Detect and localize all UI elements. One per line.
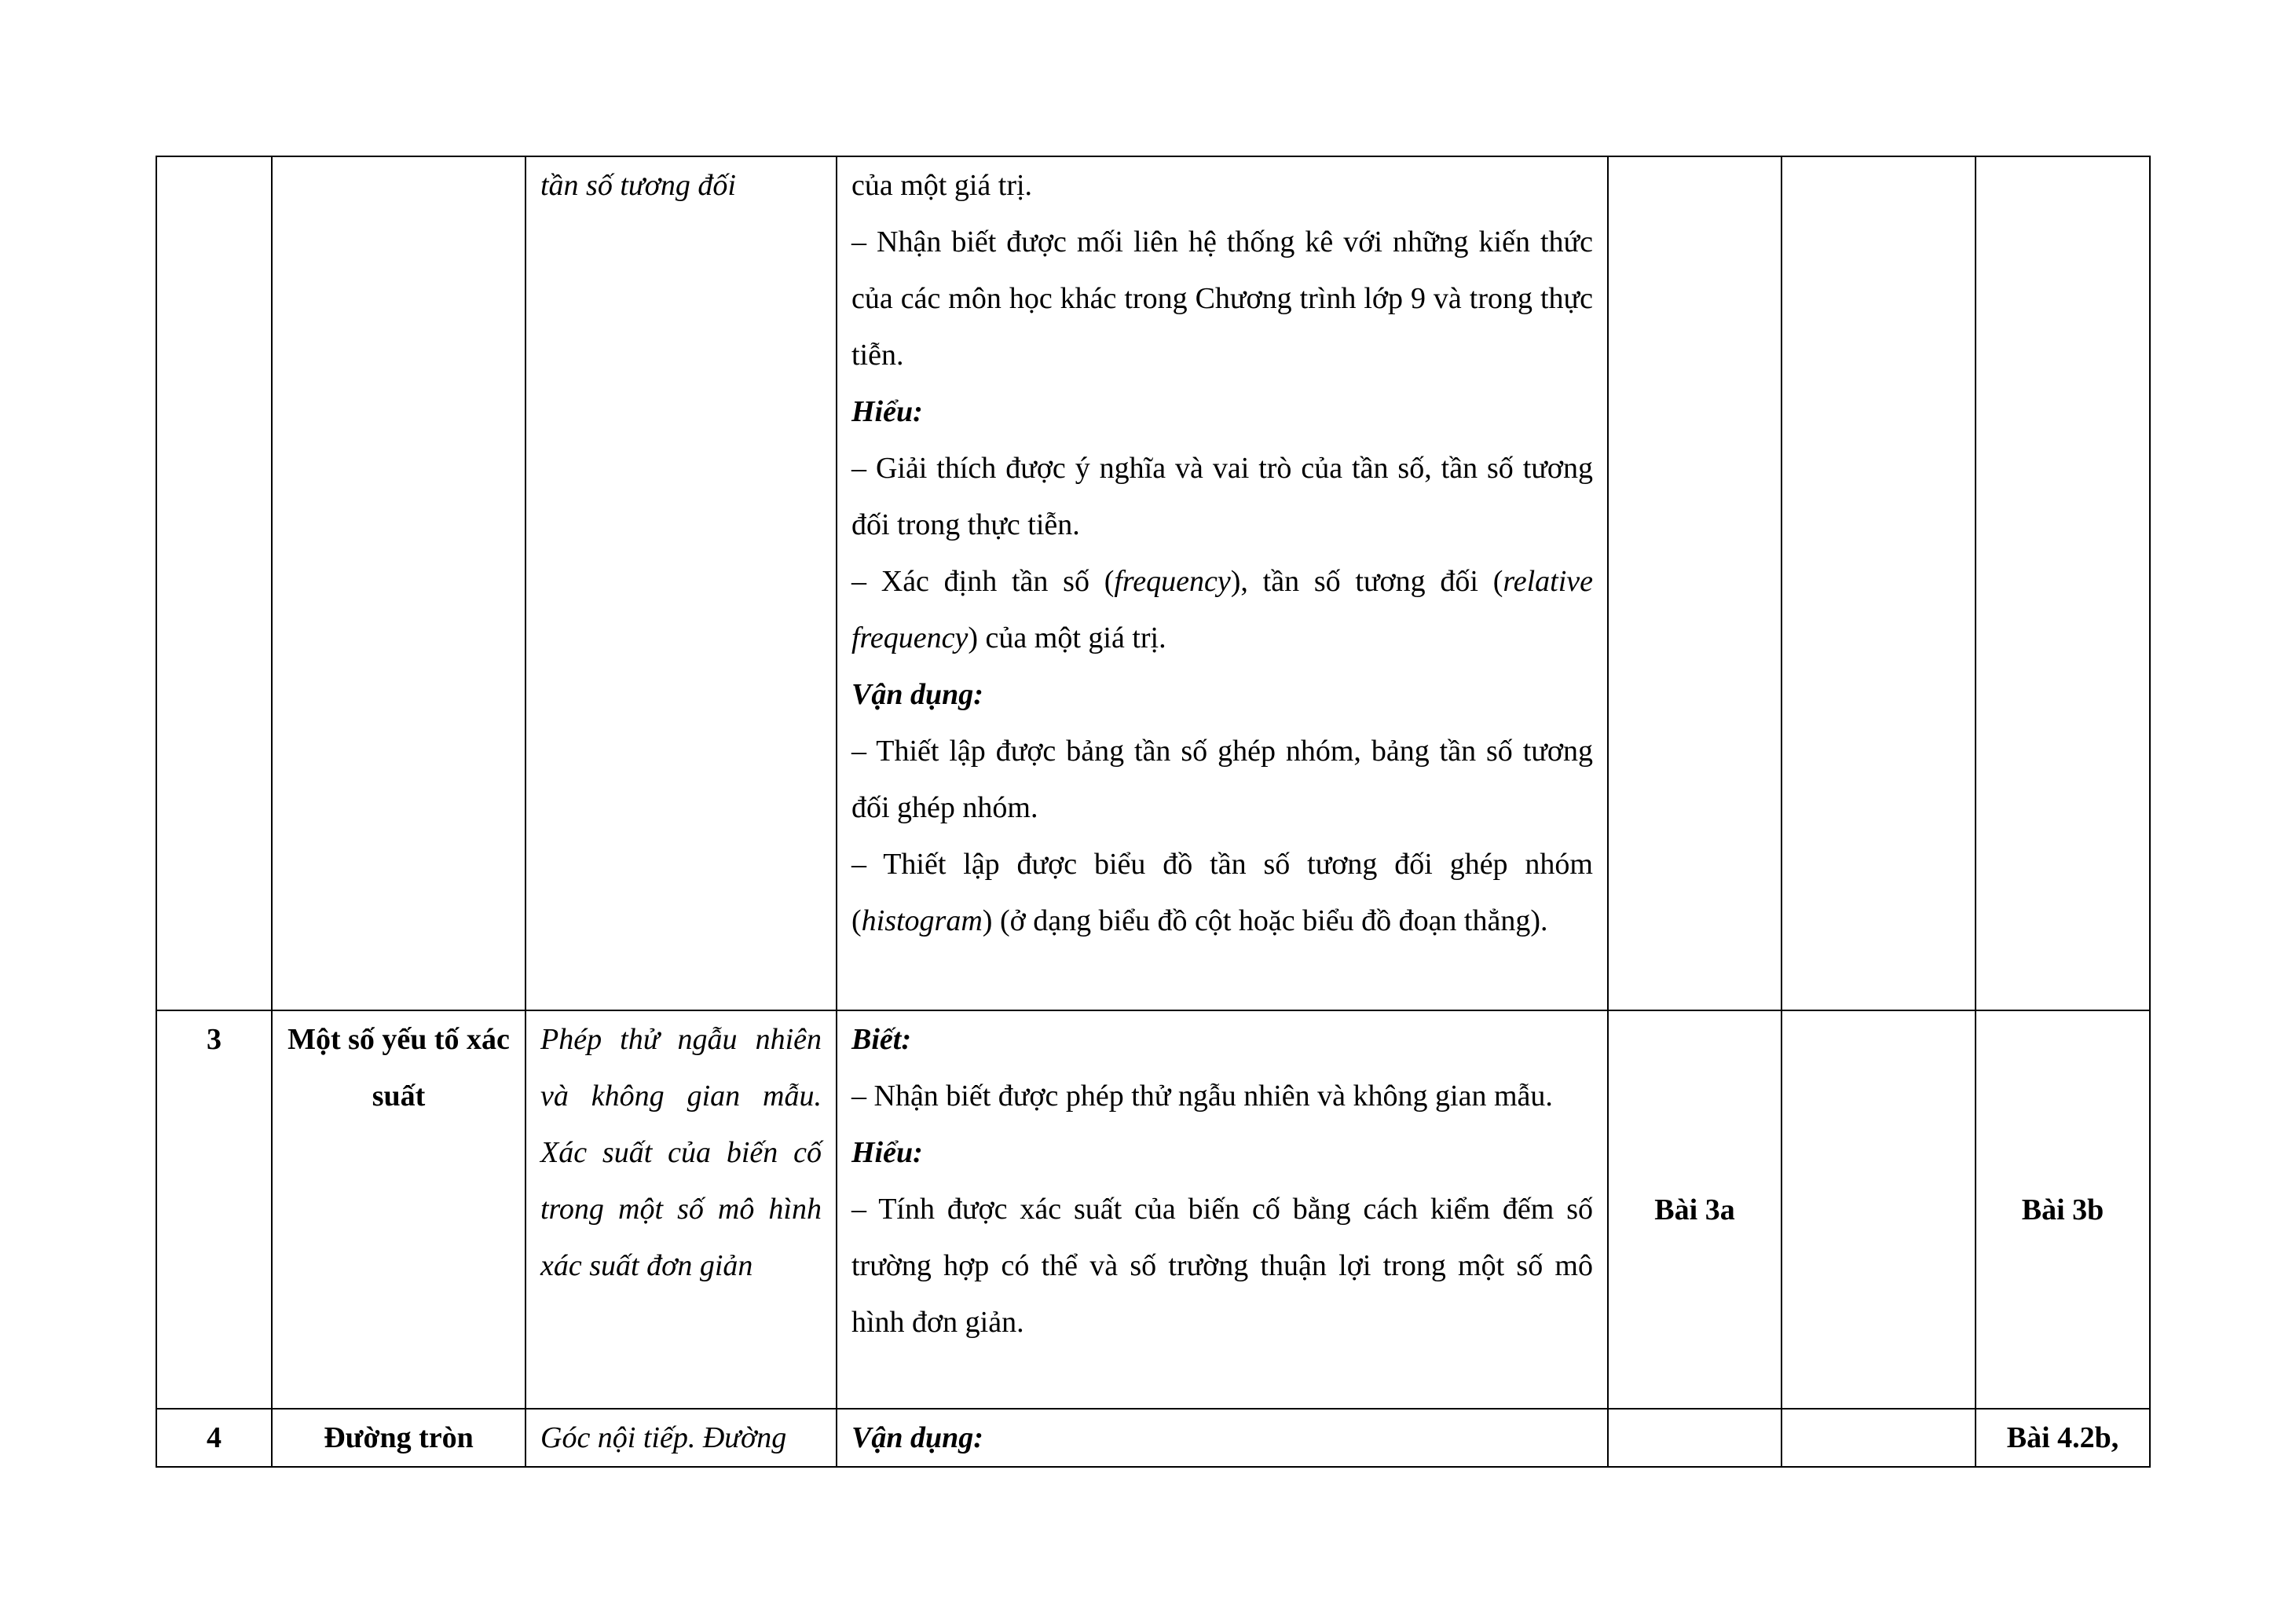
question-cell-3: Bài 4.2b, bbox=[1976, 1409, 2150, 1467]
question-cell-3: Bài 3b bbox=[1976, 1010, 2150, 1409]
question-cell-2 bbox=[1782, 1010, 1976, 1409]
topic-cell bbox=[272, 156, 525, 1010]
question-cell-1: Bài 3a bbox=[1608, 1010, 1782, 1409]
requirement-text-part: ) (ở dạng biểu đồ cột hoặc biểu đồ đoạn thẳng). bbox=[982, 904, 1548, 937]
level-heading-van-dung: Vận dụng: bbox=[851, 1421, 983, 1454]
requirement-text: – Tính được xác suất của biến cố bằng cách kiểm đếm số trường hợp có thể và số trường thuận lợi trong một số mô hình đơn giản. bbox=[851, 1193, 1593, 1339]
requirement-text bbox=[851, 553, 1593, 666]
table-row bbox=[156, 1010, 2150, 1409]
level-heading-hieu: Hiểu: bbox=[851, 1136, 923, 1169]
row-number-cell bbox=[156, 156, 272, 1010]
requirement-text bbox=[851, 836, 1593, 949]
question-cell-1 bbox=[1608, 1409, 1782, 1467]
requirement-text-part: ) của một giá trị. bbox=[968, 621, 1166, 654]
requirements-cell bbox=[837, 1010, 1608, 1409]
unit-cell: tần số tương đối bbox=[525, 156, 837, 1010]
term-relative-frequency: relative frequency bbox=[851, 565, 1593, 654]
requirement-text: – Giải thích được ý nghĩa và vai trò của tần số, tần số tương đối trong thực tiễn. bbox=[851, 452, 1593, 541]
requirement-text: – Thiết lập được bảng tần số ghép nhóm, bảng tần số tương đối ghép nhóm. bbox=[851, 735, 1593, 824]
row-number-cell: 3 bbox=[156, 1010, 272, 1409]
requirement-text: – Nhận biết được phép thử ngẫu nhiên và không gian mẫu. bbox=[851, 1080, 1553, 1113]
term-frequency: frequency bbox=[1114, 565, 1231, 598]
row-number-cell: 4 bbox=[156, 1409, 272, 1467]
level-heading-hieu: Hiểu: bbox=[851, 395, 923, 428]
topic-cell: Đường tròn bbox=[272, 1409, 525, 1467]
requirement-text: – Nhận biết được mối liên hệ thống kê với những kiến thức của các môn học khác trong Chương trình lớp 9 và trong thực tiễn. bbox=[851, 225, 1593, 372]
document-table bbox=[156, 156, 2151, 1468]
question-cell-3 bbox=[1976, 156, 2150, 1010]
question-cell-2 bbox=[1782, 1409, 1976, 1467]
level-heading-van-dung: Vận dụng: bbox=[851, 678, 983, 711]
unit-cell: Góc nội tiếp. Đường bbox=[525, 1409, 837, 1467]
table-row bbox=[156, 1409, 2150, 1467]
question-cell-1 bbox=[1608, 156, 1782, 1010]
requirement-text-part: – Xác định tần số ( bbox=[851, 565, 1115, 598]
table-row bbox=[156, 156, 2150, 1010]
unit-cell: Phép thử ngẫu nhiên và không gian mẫu. Xác suất của biến cố trong một số mô hình xác suất đơn giản bbox=[525, 1010, 837, 1409]
requirement-text-part: ), tần số tương đối ( bbox=[1230, 565, 1503, 598]
requirement-text: của một giá trị. bbox=[851, 169, 1033, 202]
topic-cell: Một số yếu tố xác suất bbox=[272, 1010, 525, 1409]
term-histogram: histogram bbox=[861, 904, 983, 937]
requirements-cell bbox=[837, 1409, 1608, 1467]
requirements-cell bbox=[837, 156, 1608, 1010]
requirement-text-part: – Thiết lập được biểu đồ tần số tương đối ghép nhóm ( bbox=[851, 848, 1593, 937]
level-heading-biet: Biết: bbox=[851, 1023, 911, 1056]
question-cell-2 bbox=[1782, 156, 1976, 1010]
